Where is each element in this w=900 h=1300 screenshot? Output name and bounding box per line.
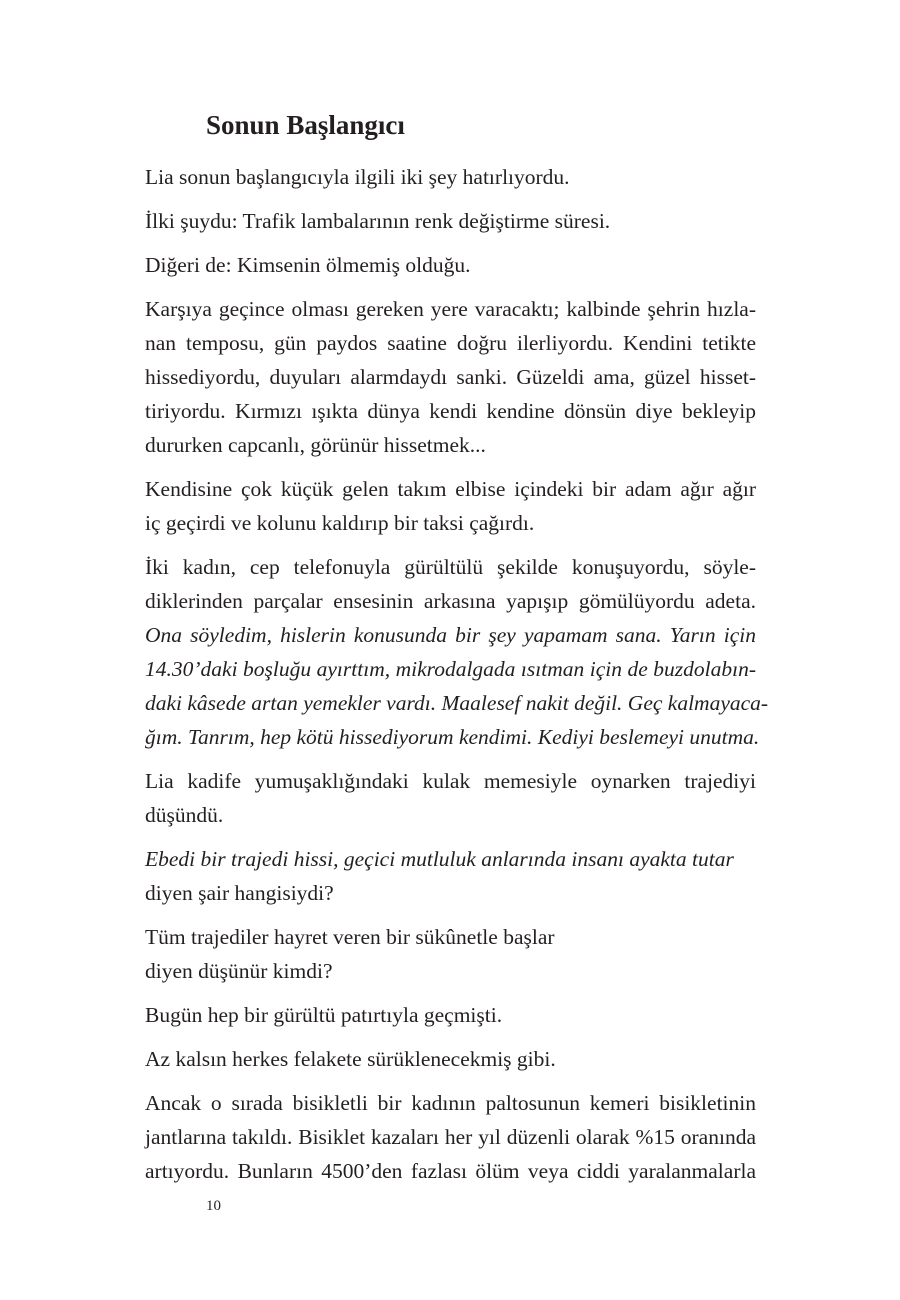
text-line: İki kadın, cep telefonuyla gürültülü şekilde konuşuyordu, söyle-: [145, 555, 756, 579]
text-line: Tüm trajediler hayret veren bir sükûnetle başlar: [145, 925, 555, 949]
paragraph: [145, 998, 756, 1032]
text-line: tiriyordu. Kırmızı ışıkta dünya kendi kendine dönsün diye bekleyip: [145, 399, 756, 423]
paragraph: [145, 204, 756, 238]
paragraph: [145, 1042, 756, 1076]
text-line: diklerinden parçalar ensesinin arkasına yapışıp gömülüyordu adeta.: [145, 589, 756, 613]
paragraph: [145, 292, 756, 462]
text-line: iç geçirdi ve kolunu kaldırıp bir taksi çağırdı.: [145, 511, 535, 535]
text-line: İlki şuydu: Trafik lambalarının renk değiştirme süresi.: [145, 209, 611, 233]
paragraph: [145, 248, 756, 282]
italic-text-line: 14.30’daki boşluğu ayırttım, mikrodalgada ısıtman için de buzdolabın-: [145, 657, 756, 681]
text-line: Az kalsın herkes felakete sürüklenecekmiş gibi.: [145, 1047, 556, 1071]
text-line: nan temposu, gün paydos saatine doğru ilerliyordu. Kendini tetikte: [145, 331, 756, 355]
text-line: Bugün hep bir gürültü patırtıyla geçmişti.: [145, 1003, 503, 1027]
text-line: hissediyordu, duyuları alarmdaydı sanki. Güzeldi ama, güzel hisset-: [145, 365, 756, 389]
paragraph: [145, 472, 756, 540]
text-line: Diğeri de: Kimsenin ölmemiş olduğu.: [145, 253, 471, 277]
body-text: [145, 160, 769, 1198]
text-line: dururken capcanlı, görünür hissetmek...: [145, 433, 486, 457]
paragraph: [145, 920, 756, 988]
text-line: düşündü.: [145, 803, 224, 827]
text-line: artıyordu. Bunların 4500’den fazlası ölüm veya ciddi yaralanmalarla: [145, 1159, 756, 1183]
paragraph: [145, 160, 756, 194]
page-number: 10: [206, 1198, 221, 1214]
text-line: Lia kadife yumuşaklığındaki kulak memesiyle oynarken trajediyi: [145, 769, 756, 793]
text-line: Ancak o sırada bisikletli bir kadının paltosunun kemeri bisikletinin: [145, 1091, 756, 1115]
text-line: Karşıya geçince olması gereken yere varacaktı; kalbinde şehrin hızla-: [145, 297, 756, 321]
paragraph: [145, 1086, 756, 1188]
paragraph: [145, 842, 756, 910]
italic-text-line: Ebedi bir trajedi hissi, geçici mutluluk anlarında insanı ayakta tutar: [145, 847, 734, 871]
italic-text-line: Ona söyledim, hislerin konusunda bir şey yapamam sana. Yarın için: [145, 623, 756, 647]
text-line: diyen şair hangisiydi?: [145, 881, 334, 905]
text-line: Kendisine çok küçük gelen takım elbise içindeki bir adam ağır ağır: [145, 477, 756, 501]
text-line: jantlarına takıldı. Bisiklet kazaları her yıl düzenli olarak %15 oranında: [145, 1125, 756, 1149]
text-line: Lia sonun başlangıcıyla ilgili iki şey hatırlıyordu.: [145, 165, 570, 189]
italic-text-line: ğım. Tanrım, hep kötü hissediyorum kendimi. Kediyi beslemeyi unutma.: [145, 725, 760, 749]
italic-text-line: daki kâsede artan yemekler vardı. Maalesef nakit değil. Geç kalmayaca-: [145, 691, 769, 715]
paragraph: [145, 550, 769, 754]
text-line: diyen düşünür kimdi?: [145, 959, 333, 983]
paragraph: [145, 764, 756, 832]
chapter-title: Sonun Başlangıcı: [206, 110, 405, 140]
